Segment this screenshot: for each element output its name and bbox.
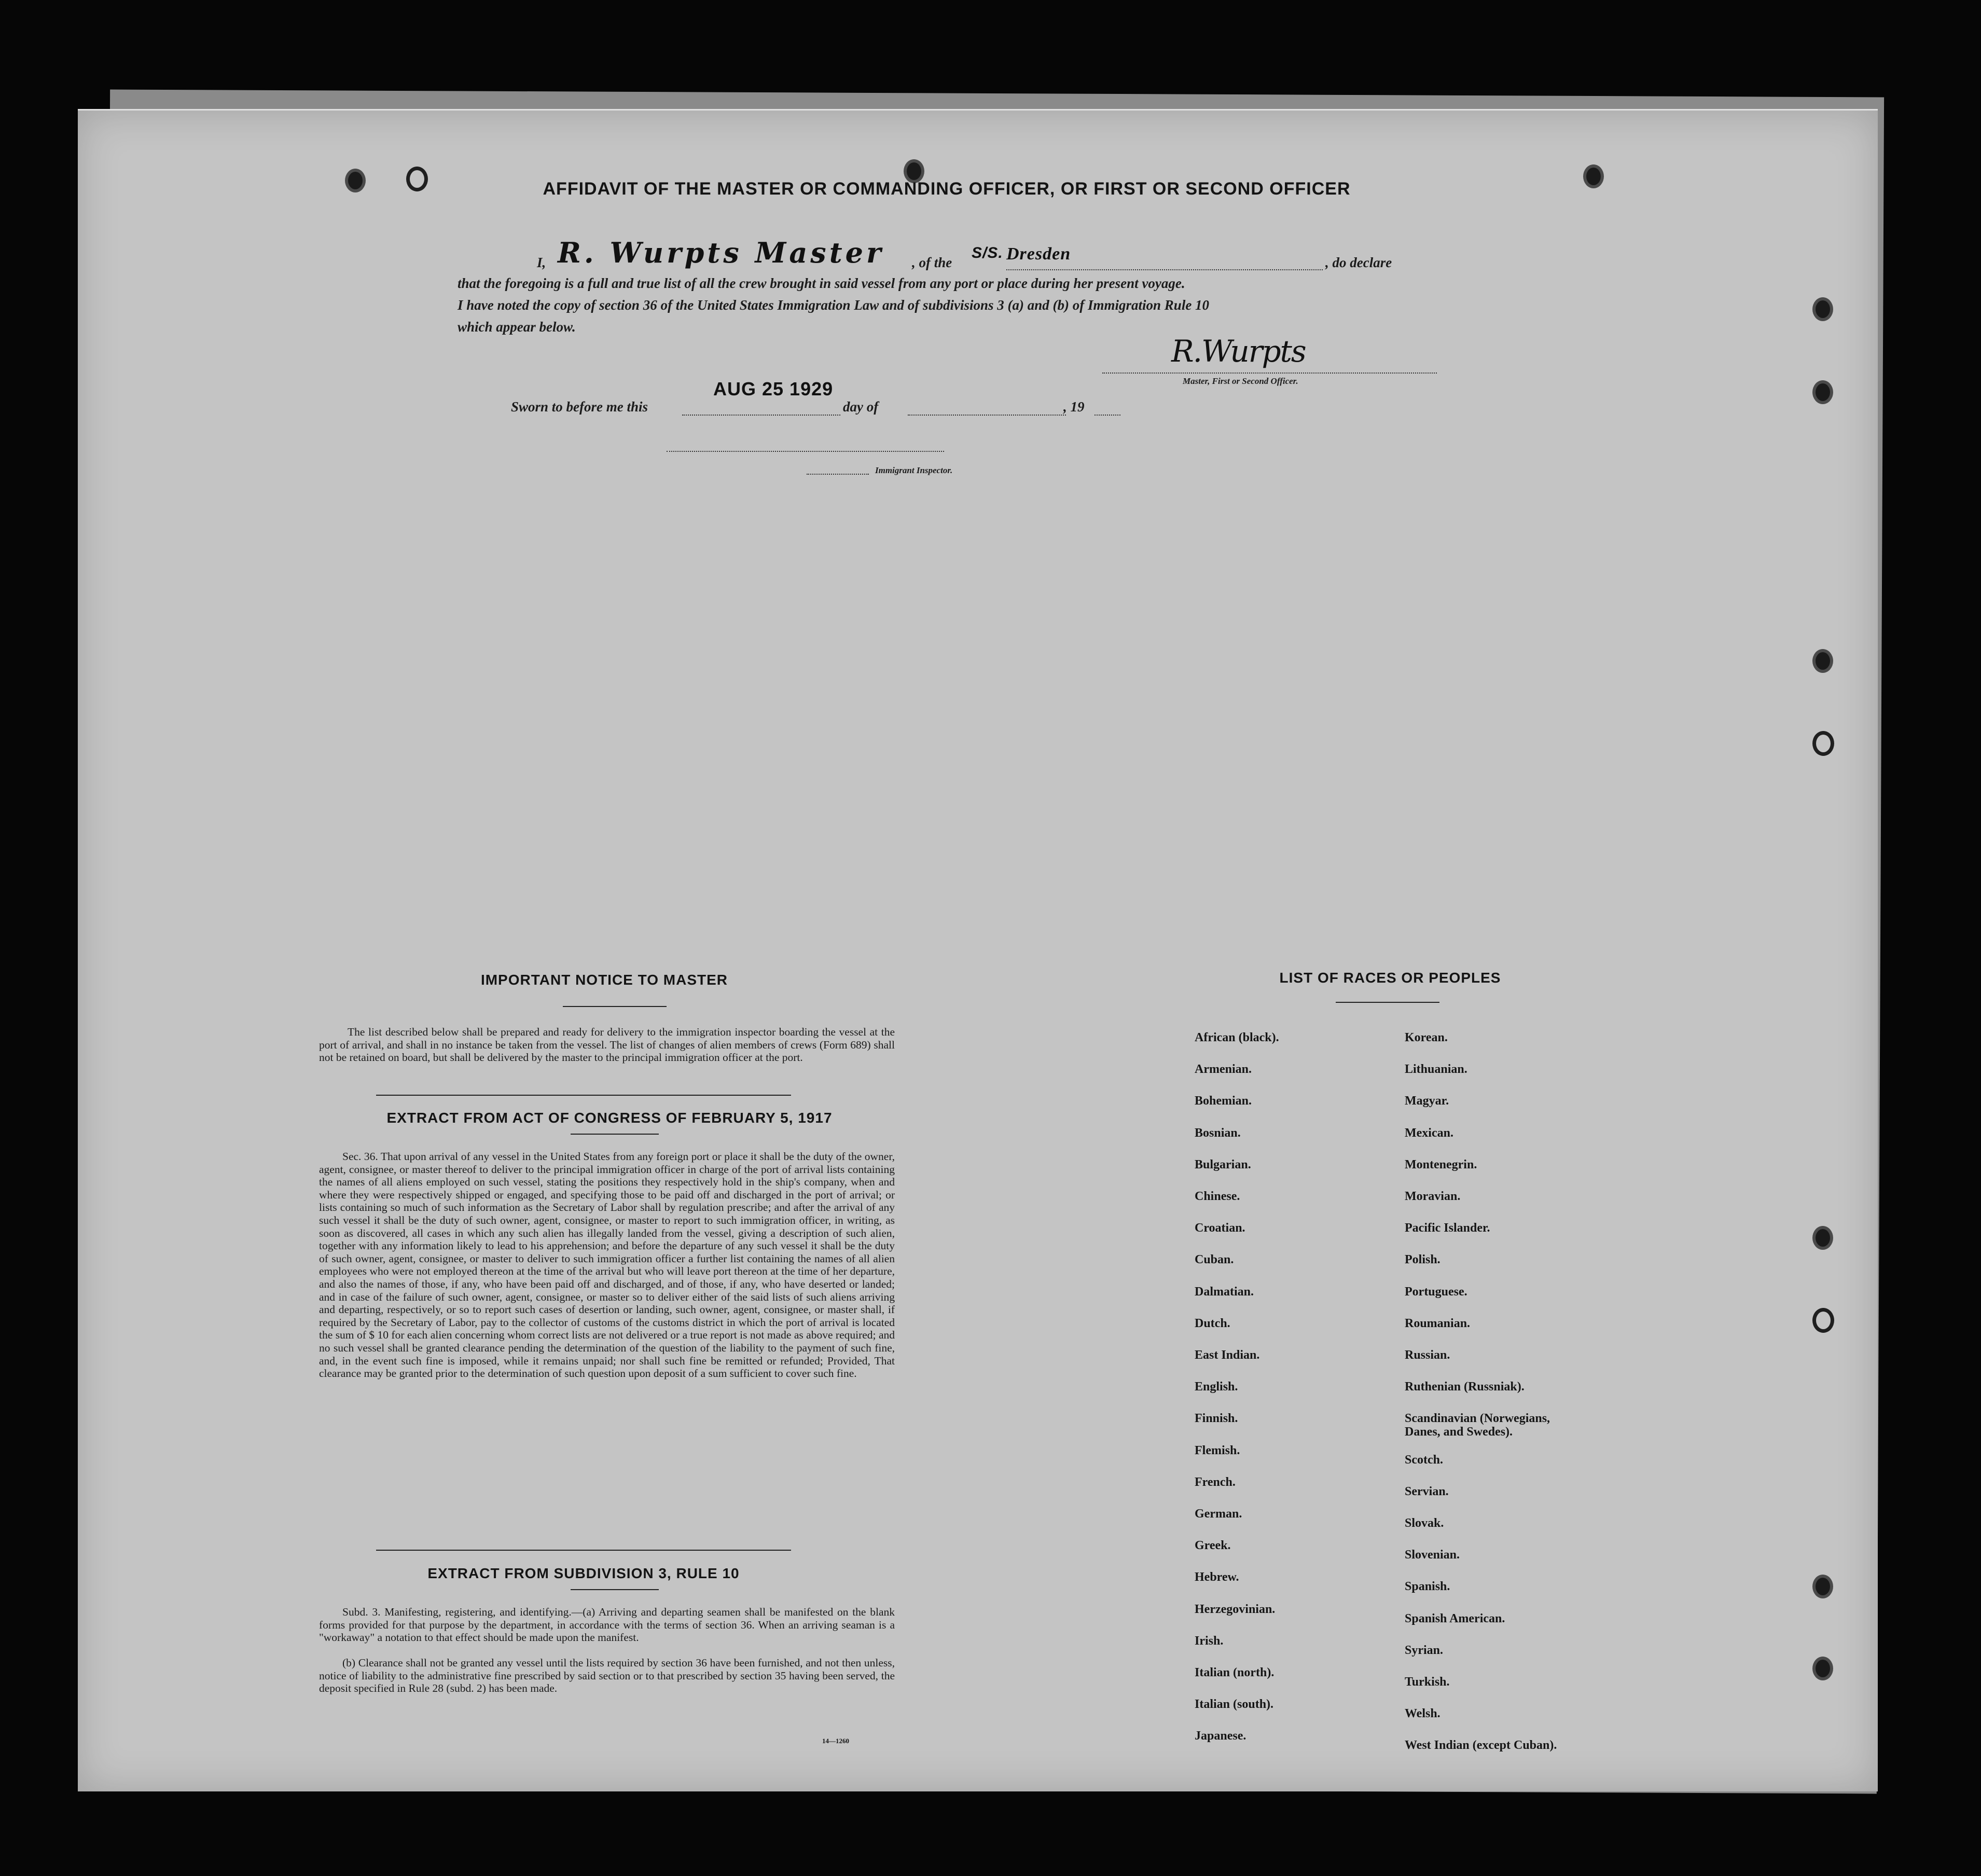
punch-hole — [1812, 1575, 1833, 1598]
race-item: Slovenian. — [1405, 1548, 1460, 1562]
race-item: Flemish. — [1195, 1443, 1240, 1457]
punch-hole — [1812, 297, 1833, 321]
punch-hole — [1812, 731, 1834, 756]
race-item: Herzegovinian. — [1195, 1602, 1276, 1616]
race-item: Polish. — [1405, 1253, 1440, 1267]
line1-prefix: I, — [537, 255, 546, 270]
punch-hole — [1812, 380, 1833, 404]
sworn-date-line — [682, 415, 840, 416]
race-item: Italian (south). — [1195, 1698, 1274, 1712]
race-item: Greek. — [1195, 1539, 1231, 1553]
rule-extract-text-a: Subd. 3. Manifesting, registering, and identifying.—(a) Arriving and departing seamen shall be manifested on the blank forms provided for that purpose by the department, in accordance with the terms of section 36. When an arriving seaman is a "workaway" a notation to that effect should be made upon the manifest. — [319, 1606, 895, 1644]
races-title: LIST OF RACES OR PEOPLES — [1279, 970, 1501, 986]
affidavit-line3: I have noted the copy of section 36 of the United States Immigration Law and of subdivisions 3 (a) and (b) of Immigration Rule 10 — [458, 297, 1210, 313]
affidavit-line2: that the foregoing is a full and true list of all the crew brought in said vessel from any port or place during her present voyage. — [458, 275, 1185, 291]
inspector-caption-line — [807, 474, 869, 475]
act-title-rule — [571, 1134, 659, 1135]
section-rule — [376, 1095, 791, 1096]
vessel-prefix: S/S. — [972, 244, 1003, 261]
race-item: Bosnian. — [1195, 1126, 1241, 1140]
race-item: East Indian. — [1195, 1348, 1260, 1362]
race-item: Finnish. — [1195, 1412, 1238, 1426]
race-item: Montenegrin. — [1405, 1157, 1477, 1171]
sworn-day-of: day of — [843, 399, 879, 415]
race-item: Syrian. — [1405, 1643, 1444, 1657]
document-page — [78, 109, 1878, 1791]
races-title-rule — [1336, 1002, 1439, 1003]
sworn-year-line — [1095, 415, 1120, 416]
declarant-handwriting: R. Wurpts Master — [558, 236, 884, 269]
punch-hole — [1812, 649, 1833, 673]
race-item: Korean. — [1405, 1031, 1448, 1044]
race-item: Dalmatian. — [1195, 1285, 1254, 1299]
punch-hole — [345, 169, 366, 192]
affidavit-line4: which appear below. — [458, 319, 576, 335]
sworn-year: , 19 — [1063, 399, 1085, 415]
race-item: Magyar. — [1405, 1094, 1449, 1108]
act-extract-text: Sec. 36. That upon arrival of any vessel in the United States from any foreign port or place it shall be the duty of the owner, agent, consignee, or master thereof to deliver to the principal immigration officer in charge of the port of arrival lists containing the names of all aliens employed on such vessel, stating the positions they respectively hold in the ship's company, when and where they were respectively shipped or engaged, and specifying those to be paid off and discharged in the port of arrival; or lists containing so much of such information as the Secretary of Labor shall by regulation prescribe; and after the arrival of any such vessel it shall be the duty of such owner, agent, consignee, or master to report to such immigration officer, in writing, as soon as discovered, all cases in which any such alien has illegally landed from the vessel, giving a description of such alien, together with any information likely to lead to his apprehension; and before the departure of any such vessel it shall be the duty of such owner, agent, consignee, or master to deliver to such immigration officer a further list containing the names of all alien employees who were not employed thereon at the time of the arrival but who will leave port thereon at the time of her departure, and also the names of those, if any, who have been paid off and discharged, and of those, if any, who have deserted or landed; and in case of the failure of such owner, agent, consignee, or master so to deliver either of the said lists of such aliens arriving and departing, respectively, or so to report such cases of desertion or landing, such owner, agent, consignee, or master shall, if required by the Secretary of Labor, pay to the collector of customs of the customs district in which the port of arrival is located the sum of $ 10 for each alien concerning whom correct lists are not delivered or a true report is not made as above required; and no such vessel shall be granted clearance pending the determination of the question of the liability to the payment of such fine, and, in the event such fine is imposed, while it remains unpaid; nor shall such fine be remitted or refunded; Provided, That clearance may be granted prior to the determination of such question upon deposit of a sum sufficient to cover such fine. — [319, 1150, 895, 1380]
line1-of-the: , of the — [912, 255, 952, 270]
race-item: Welsh. — [1405, 1707, 1440, 1721]
race-item: English. — [1195, 1380, 1238, 1394]
master-signature: R.Wurpts — [1171, 334, 1306, 369]
punch-hole — [1583, 164, 1604, 188]
notice-text: The list described below shall be prepared and ready for delivery to the immigration inspector boarding the vessel at the port of arrival, and shall in no instance be taken from the vessel. The list of changes of alien members of crews (Form 689) shall not be retained on board, but shall be delivered by the master to the principal immigration officer at the port. — [319, 1026, 895, 1064]
race-item: Cuban. — [1195, 1253, 1234, 1267]
race-item: Chinese. — [1195, 1190, 1240, 1203]
inspector-signature-line — [667, 451, 944, 452]
race-item: Roumanian. — [1405, 1316, 1471, 1330]
signature-caption: Master, First or Second Officer. — [1183, 376, 1298, 386]
race-item: Lithuanian. — [1405, 1063, 1467, 1077]
race-item: Scandinavian (Norwegians, Danes, and Swedes). — [1405, 1412, 1550, 1439]
sworn-date-stamp: AUG 25 1929 — [713, 378, 834, 399]
sworn-prefix: Sworn to before me this — [511, 399, 648, 415]
race-item: Irish. — [1195, 1634, 1224, 1648]
race-item: Croatian. — [1195, 1221, 1245, 1235]
race-item: African (black). — [1195, 1031, 1279, 1044]
race-item: Slovak. — [1405, 1516, 1444, 1530]
race-item: Mexican. — [1405, 1126, 1453, 1140]
race-item: Bulgarian. — [1195, 1157, 1251, 1171]
rule-title-rule — [571, 1589, 659, 1590]
inspector-caption: Immigrant Inspector. — [875, 465, 953, 475]
race-item: Armenian. — [1195, 1063, 1252, 1077]
signature-line — [1102, 373, 1437, 374]
sworn-month-line — [908, 415, 1066, 416]
notice-title: IMPORTANT NOTICE TO MASTER — [480, 972, 728, 988]
punch-hole — [1812, 1657, 1833, 1680]
race-item: Bohemian. — [1195, 1094, 1252, 1108]
rule-extract-title: EXTRACT FROM SUBDIVISION 3, RULE 10 — [427, 1565, 740, 1581]
punch-hole — [1812, 1308, 1834, 1333]
race-item: Dutch. — [1195, 1316, 1230, 1330]
form-number: 14—1260 — [822, 1737, 849, 1745]
race-item: Turkish. — [1405, 1675, 1450, 1689]
vessel-line — [1006, 269, 1323, 270]
race-item: Portuguese. — [1405, 1285, 1467, 1299]
race-item: Hebrew. — [1195, 1570, 1239, 1584]
rule-extract-text-b: (b) Clearance shall not be granted any vessel until the lists required by section 36 have been furnished, and not then unless, notice of liability to the administrative fine prescribed by said section or to that prescribed by section 35 having been served, the deposit specified in Rule 28 (subd. 2) has been made. — [319, 1657, 895, 1695]
race-item: Spanish. — [1405, 1580, 1450, 1594]
notice-title-rule — [563, 1006, 667, 1007]
line1-suffix: , do declare — [1325, 255, 1392, 270]
race-item: Servian. — [1405, 1484, 1449, 1498]
race-item: Spanish American. — [1405, 1611, 1505, 1625]
section-rule — [376, 1550, 791, 1551]
race-item: West Indian (except Cuban). — [1405, 1739, 1557, 1753]
race-item: Italian (north). — [1195, 1666, 1275, 1679]
act-extract-title: EXTRACT FROM ACT OF CONGRESS OF FEBRUARY 5, 1917 — [386, 1110, 833, 1126]
punch-hole — [1812, 1226, 1833, 1250]
race-item: Moravian. — [1405, 1190, 1461, 1203]
race-item: Pacific Islander. — [1405, 1221, 1490, 1235]
punch-hole — [406, 167, 428, 191]
race-item: Japanese. — [1195, 1729, 1246, 1743]
race-item: German. — [1195, 1507, 1242, 1521]
race-item: Scotch. — [1405, 1453, 1443, 1467]
vessel-name: Dresden — [1006, 244, 1071, 264]
race-item: French. — [1195, 1475, 1236, 1489]
race-item: Russian. — [1405, 1348, 1450, 1362]
affidavit-title: AFFIDAVIT OF THE MASTER OR COMMANDING OFFICER, OR FIRST OR SECOND OFFICER — [543, 179, 1351, 199]
race-item: Ruthenian (Russniak). — [1405, 1380, 1525, 1394]
